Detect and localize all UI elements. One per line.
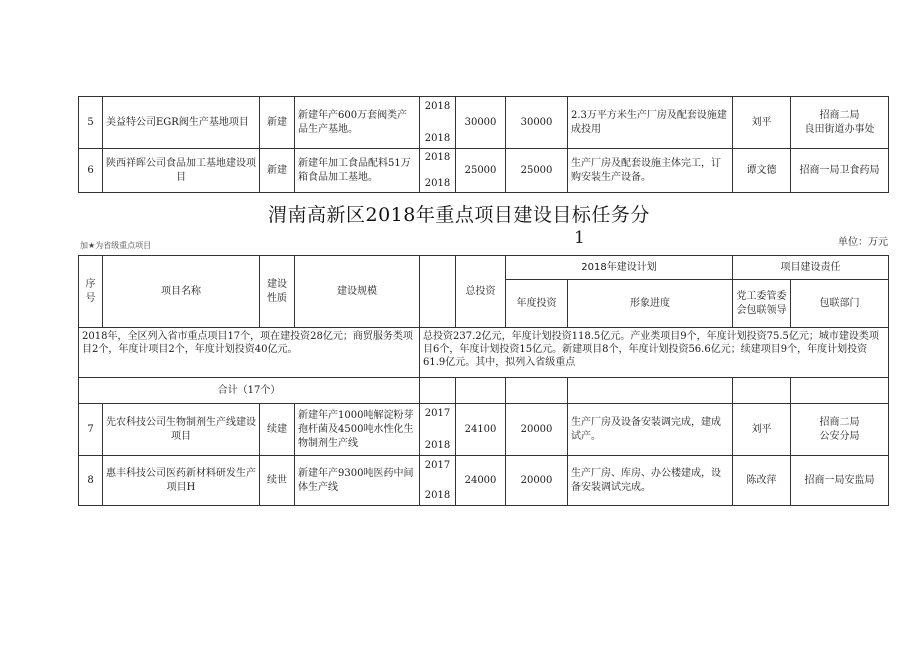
row-number: 6	[79, 149, 103, 193]
header-scale: 建设规模	[295, 256, 420, 328]
construction-type: 续世	[260, 456, 295, 506]
department: 招商一局安监局	[791, 456, 889, 506]
table-row	[79, 404, 889, 456]
leader: 谭文德	[733, 149, 791, 193]
year-start: 2017	[424, 407, 451, 419]
annual-investment: 20000	[506, 404, 568, 456]
total-investment: 25000	[456, 149, 506, 193]
header-total: 总投资	[456, 256, 506, 328]
header-row	[79, 256, 889, 280]
annual-investment: 25000	[506, 149, 568, 193]
construction-type: 新建	[260, 97, 295, 149]
header-seq: 序号	[79, 256, 103, 328]
construction-type: 新建	[260, 149, 295, 193]
department: 招商一局卫食药局	[791, 149, 889, 193]
department: 招商二局 良田街道办事处	[791, 97, 889, 149]
header-plan: 2018年建设计划	[506, 256, 733, 280]
construction-scale: 新建年加工食品配料51万箱食品加工基地。	[295, 149, 420, 193]
leader: 陈改萍	[733, 456, 791, 506]
table-row	[79, 149, 889, 193]
page-title-continuation: 1	[574, 228, 585, 248]
construction-scale: 新建年产9300吨医药中间体生产线	[295, 456, 420, 506]
year-start: 2018	[424, 100, 451, 112]
year-start: 2017	[424, 459, 451, 471]
year-cell	[420, 404, 456, 456]
project-name: 先农科技公司生物制剂生产线建设项目	[103, 404, 260, 456]
summary-left: 2018年，全区列入省市重点项目17个，项在建投资28亿元；商贸服务类项目2个，年度计项目2个，年度计划投资40亿元。	[79, 328, 420, 378]
footnote: 加★为省级重点项目	[80, 241, 152, 250]
year-cell	[420, 149, 456, 193]
summary-right: 总投资237.2亿元，年度计划投资118.5亿元。产业类项目9个，年度计划投资75.5亿元；城市建设类项目6个，年度计划投资15亿元。新建项目8个，年度计划投资56.6亿元；续建项目9个，年度计划投资61.9亿元。其中，拟列入省级重点	[420, 328, 889, 378]
year-end: 2018	[424, 489, 451, 501]
annual-investment: 20000	[506, 456, 568, 506]
annual-investment: 30000	[506, 97, 568, 149]
leader: 刘平	[733, 404, 791, 456]
year-end: 2018	[424, 439, 451, 451]
year-end: 2018	[424, 132, 451, 144]
header-leader: 党工委管委会包联领导	[733, 280, 791, 328]
leader: 刘平	[733, 97, 791, 149]
progress: 生产厂房、库房、办公楼建成，设备安装调试完成。	[568, 456, 733, 506]
header-annual: 年度投资	[506, 280, 568, 328]
header-resp: 项目建设责任	[733, 256, 889, 280]
year-end: 2018	[424, 177, 451, 189]
project-name: 美益特公司EGR阀生产基地项目	[103, 97, 260, 149]
total-investment: 30000	[456, 97, 506, 149]
table-row	[79, 97, 889, 149]
header-dept: 包联部门	[791, 280, 889, 328]
progress: 2.3万平方米生产厂房及配套设施建成投用	[568, 97, 733, 149]
year-cell	[420, 456, 456, 506]
row-number: 7	[79, 404, 103, 456]
header-name: 项目名称	[103, 256, 260, 328]
unit-label: 单位：万元	[838, 237, 888, 248]
main-table	[78, 255, 889, 506]
year-cell	[420, 97, 456, 149]
header-progress: 形象进度	[568, 280, 733, 328]
subtotal-label: 合计（17个）	[79, 378, 420, 404]
header-type: 建设性质	[260, 256, 295, 328]
progress: 生产厂房及设备安装调完成，建成试产。	[568, 404, 733, 456]
top-table	[78, 96, 889, 193]
project-name: 陕西祥晖公司食品加工基地建设项目	[103, 149, 260, 193]
row-number: 8	[79, 456, 103, 506]
construction-scale: 新建年产600万套阀类产品生产基地。	[295, 97, 420, 149]
year-start: 2018	[424, 151, 451, 163]
summary-row	[79, 328, 889, 378]
total-investment: 24100	[456, 404, 506, 456]
page-title: 渭南高新区2018年重点项目建设目标任务分	[268, 204, 650, 226]
construction-type: 续建	[260, 404, 295, 456]
row-number: 5	[79, 97, 103, 149]
progress: 生产厂房及配套设施主体完工，订购安装生产设备。	[568, 149, 733, 193]
construction-scale: 新建年产1000吨解淀粉芽孢杆菌及4500吨水性化生物制剂生产线	[295, 404, 420, 456]
department: 招商二局 公安分局	[791, 404, 889, 456]
project-name: 惠丰科技公司医药新材料研发生产项目H	[103, 456, 260, 506]
subtotal-row	[79, 378, 889, 404]
table-row	[79, 456, 889, 506]
total-investment: 24000	[456, 456, 506, 506]
header-blank	[420, 256, 456, 328]
